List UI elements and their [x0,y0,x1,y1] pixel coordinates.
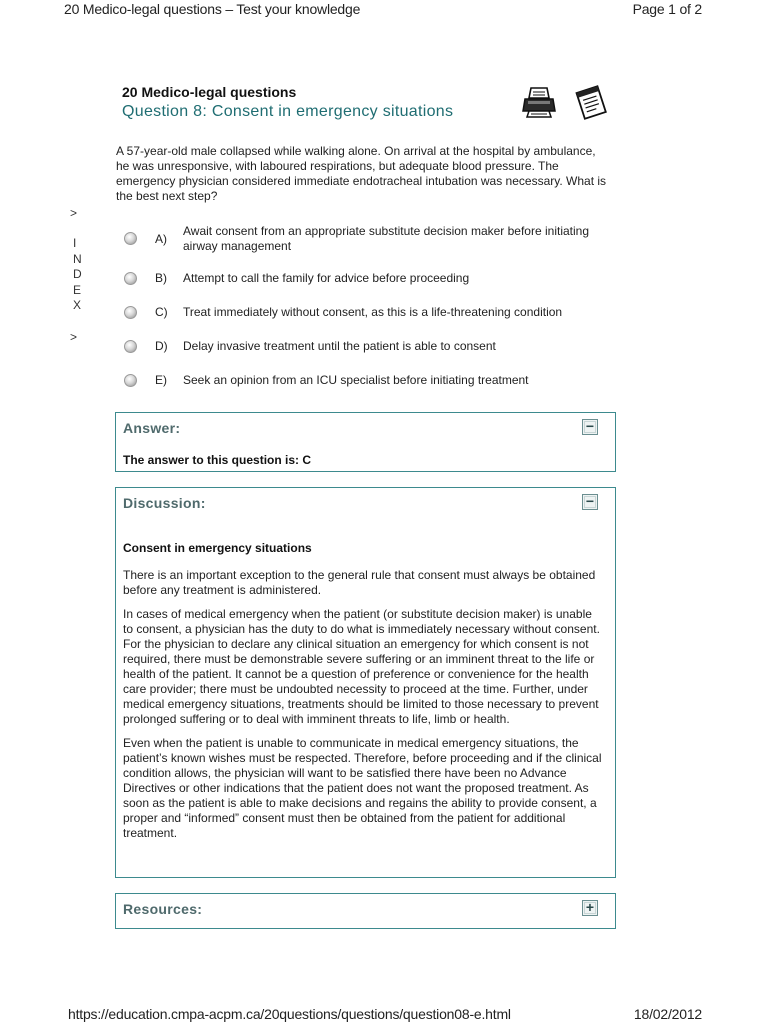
expand-resources-button[interactable]: + [582,900,598,916]
index-letter: X [73,298,82,312]
page-number: Page 1 of 2 [632,1,702,17]
series-title: 20 Medico-legal questions [122,84,297,100]
print-header-title: 20 Medico-legal questions – Test your knowledge [64,1,361,17]
option-letter: C) [155,305,168,319]
option-text: Treat immediately without consent, as this is a life-threatening condition [183,305,563,319]
collapse-discussion-button[interactable]: − [582,494,598,510]
discussion-paragraph: In cases of medical emergency when the patient (or substitute decision maker) is unable to consent, a physician has the duty to do what is immediately necessary without consent. For the physician to declare any clinical situation an emergency for which consent is not required, there must be demonstrable severe suffering or an imminent threat to the life or health of the patient. It cannot be a question of preference or convenience for the health care provider; there must be undoubted necessity to proceed at the time. Further, under medical emergency situations, treatments should be limited to those necessary to prevent prolonged suffering or to deal with imminent threats to life, limb or health. [123,607,600,726]
index-letter: I [73,236,77,250]
option-letter: E) [155,373,167,387]
option-c[interactable] [122,304,612,334]
question-text: A 57-year-old male collapsed while walking alone. On arrival at the hospital by ambulance, he was unresponsive, with laboured respirations, but adequate blood pressure. The emergency physician considered immediate endotracheal intubation was necessary. What is the best next step? [116,144,607,203]
next-arrow-bottom[interactable]: > [70,330,78,344]
collapse-answer-button[interactable]: − [582,419,598,435]
option-text: Attempt to call the family for advice before proceeding [183,271,470,285]
option-b[interactable] [122,270,612,300]
page-title: Question 8: Consent in emergency situations [122,103,454,120]
discussion-heading: Discussion: [123,495,206,511]
index-link[interactable] [73,236,82,314]
index-letter: N [73,251,82,266]
printer-icon[interactable] [520,84,558,120]
option-letter: B) [155,271,167,285]
resources-heading: Resources: [123,901,203,917]
print-footer [68,1006,702,1024]
option-text: Delay invasive treatment until the patient is able to consent [183,339,496,353]
discussion-panel [115,487,616,878]
option-d[interactable] [122,338,612,368]
discussion-paragraph: There is an important exception to the general rule that consent must always be obtained before any treatment is administered. [123,568,596,597]
discussion-subheading: Consent in emergency situations [123,541,312,555]
radio-button[interactable] [124,272,137,285]
radio-button[interactable] [124,306,137,319]
next-arrow-top[interactable]: > [70,206,78,220]
option-a[interactable] [122,224,612,254]
answer-heading: Answer: [123,420,181,436]
print-header [64,0,702,20]
option-e[interactable] [122,372,612,402]
radio-button[interactable] [124,340,137,353]
answer-panel [115,412,616,472]
discussion-body [123,541,603,850]
print-date: 18/02/2012 [633,1006,702,1022]
radio-button[interactable] [124,374,137,387]
answer-text: The answer to this question is: C [123,453,312,467]
option-letter: A) [155,232,167,246]
resources-panel [115,893,616,929]
index-letter: D [73,267,82,281]
discussion-paragraph: Even when the patient is unable to communicate in medical emergency situations, the patient’s known wishes must be respected. Therefore, before proceeding and if the clinical condition allows, the physician will want to be satisfied there have been no Advance Directives or other indications that the patient does not want the proposed treatment. As soon as the patient is able to make decisions and regains the ability to provide consent, a proper and “informed” consent must then be obtained from the patient for additional treatment. [123,736,602,840]
radio-button[interactable] [124,232,137,245]
option-text: Seek an opinion from an ICU specialist before initiating treatment [183,373,529,387]
option-text: Await consent from an appropriate substitute decision maker before initiating airway management [183,224,590,253]
option-letter: D) [155,339,168,353]
page-url: https://education.cmpa-acpm.ca/20questions/questions/question08-e.html [68,1006,511,1022]
notepad-icon[interactable] [572,84,610,120]
index-letter: E [73,282,82,297]
